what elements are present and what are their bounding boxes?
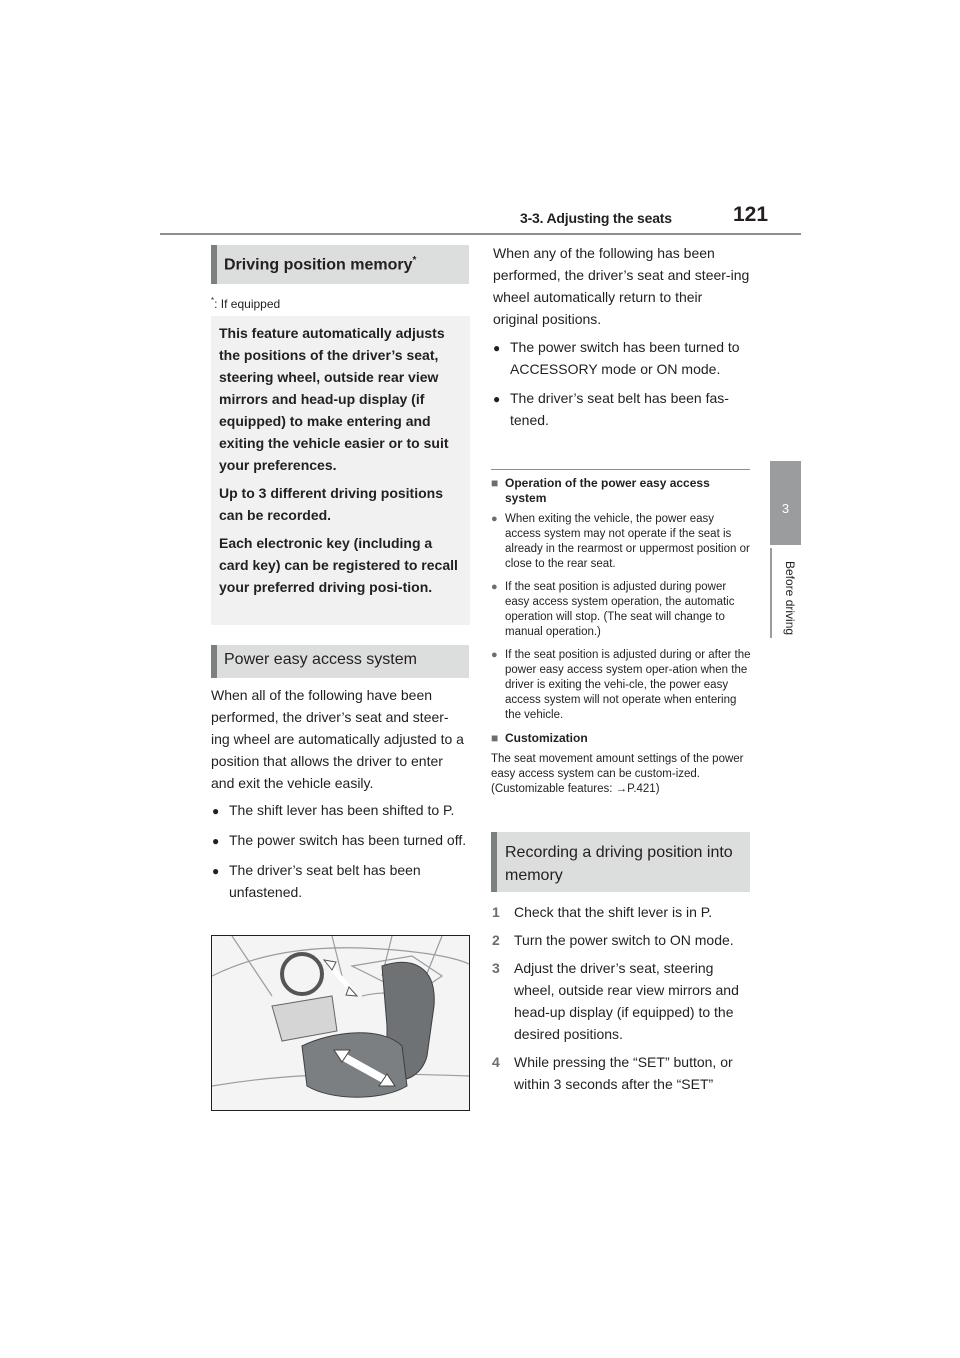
section-header-power-easy-access: Power easy access system [211,645,469,678]
list-item [212,799,467,822]
step-text: Turn the power switch to ON mode. [514,932,734,948]
step-number: 1 [492,904,500,920]
step-number: 3 [492,960,500,976]
square-bullet-icon: ■ [491,476,499,490]
chapter-tab [770,461,801,545]
step-text: While pressing the “SET” button, or within 3 seconds after the “SET” [514,1054,733,1092]
circle-bullet-icon: ● [491,649,498,661]
intro-paragraph: Each electronic key (including a card key) can be registered to recall your preferred driving posi-tion. [219,535,458,595]
section-title: Driving position memory [224,256,413,274]
note-text: When exiting the vehicle, the power easy access system may not operate if the seat is already in the rearmost or uppermost position or close to the rear seat. [505,513,750,570]
step-text: Adjust the driver’s seat, steering wheel, outside rear view mirrors and head-up display (if equipped) to the desired positions. [514,960,739,1042]
return-paragraph: When any of the following has been performed, the driver’s seat and steer-ing wheel automatically return to their original positions. [493,245,750,327]
square-bullet-icon: ■ [491,731,499,745]
bullet-text: The power switch has been turned to ACCESSORY mode or ON mode. [510,339,740,377]
page-number: 121 [733,203,769,226]
list-item [493,387,751,431]
footnote-text: : If equipped [214,297,281,311]
bullet-icon: ● [493,392,501,406]
power-easy-access-paragraph: When all of the following have been performed, the driver’s seat and steer-ing wheel are automatically adjusted to a position that allows the driver to enter and exit the vehicle easily. [211,687,464,791]
bullet-icon: ● [212,804,220,818]
circle-bullet-icon: ● [491,513,498,525]
note-item [491,512,751,572]
intro-paragraph: Up to 3 different driving positions can be recorded. [219,485,443,523]
section-header-driving-position-memory [211,245,469,284]
step-text: Check that the shift lever is in P. [514,904,713,920]
note-item [491,648,751,723]
note-heading [491,476,751,506]
intro-paragraph: This feature automatically adjusts the positions of the driver’s seat, steering wheel, outside rear view mirrors and head-up display (if equipped) to make entering and exiting the vehicle easier or to suit your preferences. [219,325,449,473]
seat-illustration [211,935,470,1111]
section-title-mark: * [412,255,417,266]
note-text: If the seat position is adjusted during power easy access system operation, the automatic operation will stop. (The seat will change to manual operation.) [505,581,735,638]
list-item [212,859,467,903]
step-number: 4 [492,1054,500,1070]
notes-block [491,476,751,797]
intro-box [211,316,470,625]
note-text: If the seat position is adjusted during or after the power easy access system oper-ation when the driver is exiting the vehi-cle, the power easy access system will not operate when entering the vehicle. [505,649,751,721]
list-item [212,829,467,852]
bullet-icon: ● [212,834,220,848]
section-header-recording-position: Recording a driving position into memory [491,832,750,892]
header-rule [160,233,801,235]
customization-text: The seat movement amount settings of the power easy access system can be custom-ized. (Customizable features: →P.421) [491,753,744,795]
bullet-text: The driver’s seat belt has been fas-tened. [510,390,729,428]
step-number: 2 [492,932,500,948]
list-item [493,336,751,380]
chapter-tab-line [770,548,772,638]
note-heading-text: Customization [505,731,588,745]
chapter-number: 3 [781,501,790,516]
power-easy-access-bullets [212,799,467,903]
bullet-text: The shift lever has been shifted to P. [229,802,455,818]
step-item [492,901,752,923]
circle-bullet-icon: ● [491,581,498,593]
step-item [492,957,752,1045]
footnote [211,296,280,311]
step-item [492,929,752,951]
running-header-section: 3-3. Adjusting the seats [520,210,672,226]
note-heading [491,731,751,746]
recording-steps [492,901,752,1095]
return-bullets [493,336,751,431]
bullet-icon: ● [212,864,220,878]
bullet-icon: ● [493,341,501,355]
step-item [492,1051,752,1095]
seat-illustration-svg [212,936,469,1110]
bullet-text: The power switch has been turned off. [229,832,467,848]
note-heading-text: Operation of the power easy access system [505,476,710,505]
chapter-label: Before driving [783,561,797,636]
bullet-text: The driver’s seat belt has been unfastened. [229,862,421,900]
footnote-mark: * [211,296,215,305]
note-item [491,580,751,640]
notes-divider [491,469,750,470]
